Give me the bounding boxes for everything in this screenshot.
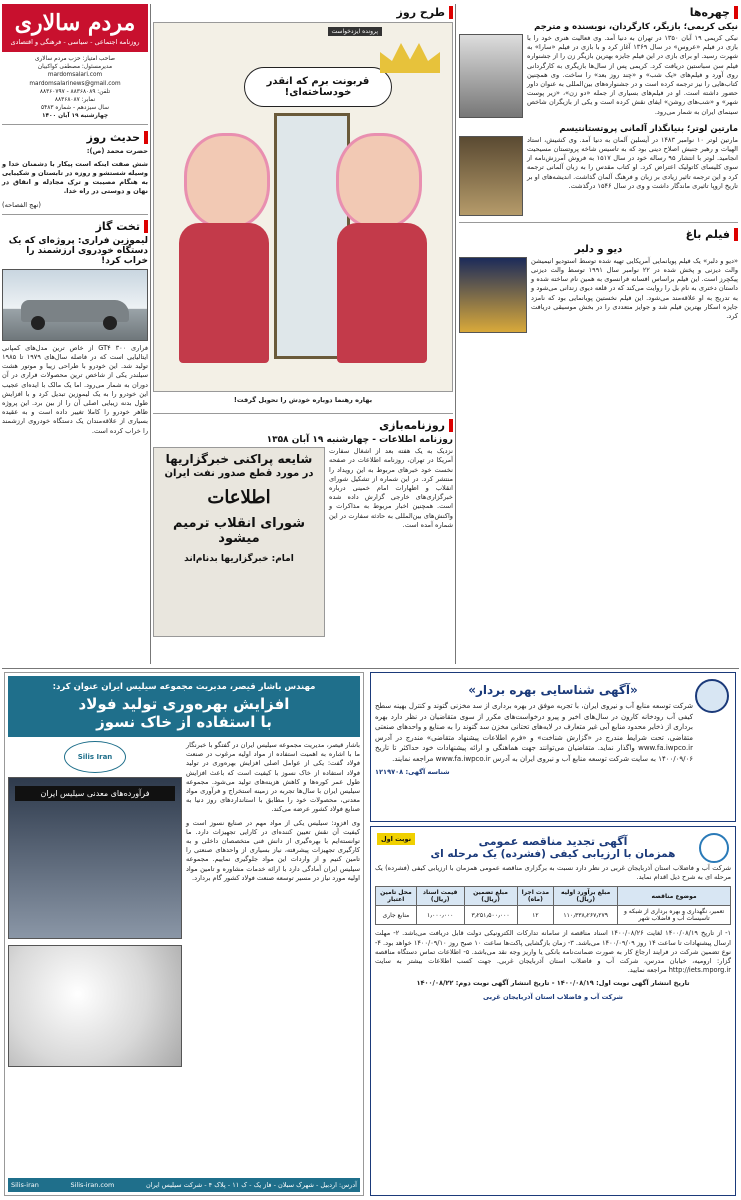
tender-ad (370, 826, 736, 1196)
steel-title1: افزایش بهره‌وری تولید فولاد (78, 695, 290, 713)
archive-body-row (153, 447, 453, 637)
crown-icon (380, 43, 440, 73)
table-header: محل تامین اعتبار (376, 887, 417, 906)
car-header: تخت گاز (2, 220, 148, 233)
car-section (2, 214, 148, 436)
column-divider (455, 4, 456, 664)
steel-content (8, 741, 360, 1067)
faces-person1-body: نیکی کریمی ۱۹ آبان ۱۳۵۰ در تهران به دنیا آمد. وی فعالیت هنری خود را با بازی در فیلم «عروس» در سال ۱۳۶۹ آغاز کرد و با بازی در فیلم «سارا» به شهرت رسید. او برای بازی در این فیلم جایزه بهترین بازیگر زن را از جشنواره فیلم سن سباستین دریافت کرد. کریمی پس از سال‌ها بازیگری به کارگردانی روی آورد و فیلم‌های «یک شب» و «چند روز بعد» را ساخت. وی همچنین کتاب‌هایی را نیز ترجمه کرده است و در جشنواره‌های بین‌المللی به عنوان داور حضور داشته است. او در فیلم‌های بسیاری از جمله «دو زن»، «زیر پوست شهر» و «شب‌های روشن» ایفای نقش کرده است و یکی از بازیگران شاخص سینمای ایران به شمار می‌رود. (527, 34, 739, 116)
expo-booth-photo (8, 777, 182, 939)
abfa-logo (699, 833, 729, 863)
masthead-info (2, 52, 148, 125)
hadith-section (2, 131, 148, 210)
steel-heading: مهندس باشار قیصر، مدیریت مجموعه سیلیس ایران عنوان کرد: (52, 682, 316, 692)
steel-media-col (8, 741, 182, 1067)
dress-icon (337, 223, 427, 363)
car-title: لیموزین فراری: پروژه‌ای که یک دستگاه خودروی ارزشمند را خراب کرد! (8, 235, 148, 266)
speech-bubble (244, 67, 392, 107)
table-header: مدت اجرا (ماه) (517, 887, 554, 906)
speech-text: قربونت برم که انقدر خودساخته‌ای! (266, 76, 370, 98)
faces-person2-title: مارتین لوتر؛ بنیانگذار آلمانی پروتستانتیسم (559, 123, 738, 134)
hadith-header: حدیث روز (2, 131, 148, 144)
wheel-icon (31, 316, 45, 330)
section-bar-icon (449, 419, 453, 432)
table-header: مبلغ تضمین (ریال) (464, 887, 517, 906)
water-ad-body: شرکت توسعه منابع آب و نیروی ایران، با تجربه موفق در بهره برداری از سد مخزنی گتوند و کنترل بهینه سطح کیفی آب رودخانه کارون در سال‌های اخیر و پیرو درخواست‌های مکرر از سوی متقاضیان در نظر دارد بهره برداری از ذخایر محدود منابع آبی غیر متعارف در لایه‌های تحتانی مخزن سد گتوند را به صنایع و واحدهای صنعتی متقاضی، تحت شرایط مندرج در «گزارش شناخت» و «فرم اطلاعات پیشنهاد متقاضی» مندرج در آدرس www.fa.iwpco.ir واگذار نماید. متقاضیان می‌توانند جهت هماهنگی و ارائه پیشنهادات خود حداکثر تا تاریخ ۱۴۰۰/۰۹/۰۶ به سایت شرکت توسعه منابع آب و نیروی ایران به آدرس www.fa.iwpco.ir مراجعه نمایند. (375, 702, 693, 763)
section-bar-icon (734, 6, 738, 19)
luther-portrait (459, 136, 523, 216)
steel-title2: با استفاده از خاک نسوز (96, 713, 272, 731)
tender-badge: نوبت اول (377, 833, 415, 845)
table-cell: تعمیر، نگهداری و بهره برداری از شبکه و تاسیسات آب و فاضلاب شهر (618, 906, 731, 925)
hadith-text: شش صفت اینکه است پیکار با دشمنان خدا و وسیله شستشو و روزه در تابستان و شکیبایی به هنگام مصیبت و ترک مجادله و انفاق در نهان و دوستی در راه خدا. (2, 159, 148, 196)
woman-figure-icon (184, 133, 270, 229)
archive-body: نزدیک به یک هفته بعد از اشغال سفارت آمریکا در تهران، روزنامه اطلاعات در صفحه نخست خود خبرهای مربوط به این رویداد را منتشر کرد. در این شماره از تشکیل شورای انقلاب و اظهارات امام خمینی درباره خبرگزاری‌های خارجی گزارش داده شده است. همچنین اخبار مربوط به مذاکرات و واکنش‌های بین‌المللی به حادثه سفارت در این شماره آمده است. (329, 447, 453, 529)
info-line[interactable]: mardomsalari.com (47, 72, 103, 79)
hadith-lead: حضرت محمد (ص): (86, 146, 148, 155)
cartoon (153, 22, 453, 392)
archive-title: روزنامه اطلاعات - چهارشنبه ۱۹ آبان ۱۳۵۸ (266, 435, 453, 446)
section-bar-icon (144, 220, 148, 233)
clip-headline: در مورد قطع صدور نفت ایران (164, 468, 314, 480)
karimi-portrait (459, 34, 523, 118)
steel-footer (8, 1178, 360, 1192)
section-bar-icon (144, 131, 148, 144)
faces-header: چهره‌ها (459, 6, 738, 19)
column-divider (150, 4, 151, 664)
tender-signature: شرکت آب و فاضلاب استان آذربایجان غربی (483, 992, 623, 1001)
faces-person1-title: نیکی کریمی؛ بازیگر، کارگردان، نویسنده و مترجم (534, 22, 738, 32)
film-poster (459, 257, 527, 333)
info-line: صاحب امتیاز: حزب مردم سالاری (34, 56, 116, 62)
info-line[interactable]: mardomsalarinews@gmail.com (29, 80, 121, 87)
steel-header (8, 676, 360, 737)
table-cell: ۳٫۲۵۱٫۵۰۰٫۰۰۰ (464, 906, 517, 925)
table-row (376, 906, 731, 925)
hadith-source: (نهج الفصاحه) (2, 200, 41, 209)
newspaper-subtitle: روزنامه اجتماعی - سیاسی - فرهنگی و اقتصادی (10, 38, 140, 46)
tender-dates: تاریخ انتشار آگهی نوبت اول: ۱۴۰۰/۰۸/۱۹ - تاریخ انتشار آگهی نوبت دوم: ۱۴۰۰/۰۸/۲۲ (416, 979, 690, 988)
tender-title2: همزمان با ارزیابی کیفی (فشرده) یک مرحله ای (430, 848, 676, 860)
steel-insta[interactable]: Silis-iran (11, 1181, 39, 1189)
tender-body: ۱- از تاریخ ۱۴۰۰/۰۸/۱۹ لغایت ۱۴۰۰/۰۸/۲۶ اسناد مناقصه از سامانه تدارکات الکترونیکی دولت قابل دریافت می‌باشد. ۲- مهلت ارسال پیشنهادات تا ساعت ۱۴ روز ۱۴۰۰/۰۹/۰۹ می‌باشد. ۳- زمان بازگشایی پاکت‌ها ساعت ۱۰ صبح روز ۱۴۰۰/۰۹/۱۰ خواهد بود. ۴- نوع تضمین شرکت در فرایند ارجاع کار به صورت ضمانت‌نامه بانکی یا واریز وجه نقد می‌باشد. ۵- اطلاعات تماس دستگاه مناقصه گزار: ارومیه، خیابان مدرس، شرکت آب و فاضلاب استان آذربایجان غربی. جهت کسب اطلاعات بیشتر به سایت http://iets.mporg.ir مراجعه نمایید. (375, 929, 732, 975)
info-line: چهارشنبه ۱۹ آبان ۱۴۰۰ (41, 113, 109, 120)
steel-body1: باشار قیصر، مدیریت مجموعه سیلیس ایران در گفتگو با خبرنگار ما با اشاره به اهمیت استفاده از مواد اولیه مرغوب در صنعت فولاد گفت: یکی از عوامل اصلی افزایش بهره‌وری در تولید فولاد استفاده از خاک نسوز با کیفیت است که باعث افزایش طول عمر کوره‌ها و کاهش هزینه‌های تولید می‌شود. مجموعه سیلیس ایران با سال‌ها تجربه در زمینه استخراج و فرآوری مواد معدنی، محصولات خود را مطابق با استانداردهای روز دنیا به صنایع فولاد کشور عرضه می‌کند. (186, 741, 360, 814)
middle-column (153, 4, 453, 637)
info-line: نمابر: ۸۸۳۶۸۰۸۷ (54, 97, 96, 104)
horizontal-divider (2, 668, 739, 669)
film-title: دیو و دلبر (574, 243, 623, 255)
film-body: «دیو و دلبر» یک فیلم پویانمایی آمریکایی تهیه شده توسط استودیو انیمیشن والت دیزنی و پخش شده در ۲۲ نوامبر سال ۱۹۹۱ توسط والت دیزنی پیکچرز است. این فیلم براساس افسانه فرانسوی به همین نام ساخته شده و داستان دختری به نام بل را روایت می‌کند که در قلعه دیوی زندانی می‌شود و به تدریج به او علاقه‌مند می‌شود. این فیلم نخستین پویانمایی بود که نامزد جایزه اسکار بهترین فیلم شد و جوایز متعددی را در بخش موسیقی دریافت کرد. (531, 256, 738, 321)
clip-headline: امام: خبرگزاریها بدنام‌اند (184, 554, 294, 565)
tender-table (375, 886, 731, 925)
info-line: سال سیزدهم - شماره ۵۴۸۳ (41, 105, 109, 112)
table-header: موضوع مناقصه (618, 887, 731, 906)
table-header: قیمت اسناد (ریال) (416, 887, 464, 906)
archive-clipping (153, 447, 325, 637)
table-cell: منابع جاری (376, 906, 417, 925)
table-header-row (376, 887, 731, 906)
iwpco-logo (695, 679, 729, 713)
film-header: فیلم باغ (459, 228, 738, 241)
clip-headline: شورای انقلاب ترمیم میشود (173, 516, 305, 547)
water-ad-title: «آگهی شناسایی بهره بردار» (468, 683, 638, 697)
cartoon-caption: بهاره رهنما دوباره خودش را تحویل گرفت! (233, 396, 373, 404)
water-ad (370, 672, 736, 822)
right-column (459, 4, 738, 335)
archive-section (153, 413, 453, 637)
table-cell: ۱۱۰٫۳۳۸٫۲۶۷٫۲۷۹ (554, 906, 618, 925)
left-column (2, 4, 148, 440)
mineral-rocks-photo (8, 945, 182, 1067)
info-line: تلفن: ۸۸۳۶۸۰۸۹ - ۸۸۳۶۰۷۹۷ (39, 88, 111, 95)
archive-header: روزنامه‌بازی (153, 419, 453, 432)
table-cell: ۱۲ (517, 906, 554, 925)
steel-site[interactable]: Silis-iran.com (70, 1181, 115, 1189)
section-bar-icon (734, 228, 738, 241)
film-section (459, 222, 738, 321)
table-cell: ۱٫۰۰۰٫۰۰۰ (416, 906, 464, 925)
steel-advertorial (4, 672, 364, 1196)
car-photo (2, 269, 148, 341)
steel-body2: وی افزود: سیلیس یکی از مواد مهم در صنایع نسوز است و کیفیت آن نقش تعیین کننده‌ای در کارایی تجهیزات دارد. ما توانسته‌ایم با بهره‌گیری از دانش فنی متخصصان داخلی و به کارگیری تجهیزات پیشرفته، نیاز بسیاری از واحدهای صنعتی را تامین کنیم و از واردات این مواد جلوگیری نماییم. مجموعه سیلیس ایران آمادگی دارد با ارائه خدمات مشاوره و تامین مواد اولیه مورد نیاز در مسیر توسعه صنعت فولاد کشور گام بردارد. (186, 818, 360, 882)
masthead (2, 4, 148, 52)
tender-intro: شرکت آب و فاضلاب استان آذربایجان غربی در نظر دارد نسبت به برگزاری مناقصه عمومی همزمان با ارزیابی کیفی (فشرده) یک مرحله ای به شرح ذیل اقدام نماید. (375, 864, 731, 882)
steel-text-col (186, 741, 360, 1067)
cartoon-tag: پرونده ایزدخواست (328, 27, 382, 36)
woman-figure-icon (336, 133, 422, 229)
wheel-icon (103, 316, 117, 330)
booth-banner: فرآورده‌های معدنی سیلیس ایران (15, 786, 175, 801)
clip-headline: شایعه پراکنی خبرگزاریها (165, 452, 313, 467)
faces-person2-body: مارتین لوتر ۱۰ نوامبر ۱۴۸۳ در آیسلبن آلمان به دنیا آمد. وی کشیش، استاد الهیات و رهبر جنبش اصلاح دینی بود که به تاسیس شاخه پروتستان مسیحیت انجامید. لوتر با انتشار ۹۵ رساله خود در سال ۱۵۱۷ به فروش آمرزش‌نامه از سوی کلیسای کاتولیک اعتراض کرد. او کتاب مقدس را به زبان آلمانی ترجمه کرد و این ترجمه تاثیر زیادی بر زبان و فرهنگ آلمان گذاشت. اندیشه‌های او بر تاریخ اروپا تاثیری ماندگار داشت و وی در سال ۱۵۴۶ درگذشت. (527, 135, 738, 190)
info-line: مدیرمسئول: مصطفی کواکبیان (37, 64, 113, 71)
car-body: فراری ۳۰۰ GT۴ از خاص ترین مدل‌های کمپانی ایتالیایی است که در فاصله سال‌های ۱۹۷۹ تا ۱۹۸۵ تولید شد. این خودرو با طراحی زیبا و موتور هشت سیلندر یکی از شاخص ترین محصولات فراری در آن دوران به شمار می‌رود. اما یک مالک با ایده‌ای عجیب این خودرو را به یک لیموزین تبدیل کرد و با افزایش طول بدنه زیبایی اصلی آن را از بین برد. این پروژه ظاهر خودرو را کاملا تغییر داده است و به عقیده بسیاری از علاقه‌مندان یک دستگاه خودروی ارزشمند را خراب کرده است. (2, 343, 148, 435)
section-bar-icon (449, 6, 453, 19)
water-ad-code: شناسه آگهی: ۱۲۱۹۷۰۸ (375, 768, 450, 776)
cartoon-header: طرح روز (153, 6, 453, 19)
newspaper-logo: مردم سالاری (14, 10, 136, 36)
dress-icon (179, 223, 269, 363)
tender-title1: آگهی تجدید مناقصه عمومی (478, 835, 628, 848)
clip-masthead: اطلاعات (207, 487, 271, 509)
steel-address: آدرس: اردبیل - شهرک سبلان - فاز یک - ک ۱۱ - پلاک ۴ - شرکت سیلیس ایران (145, 1181, 357, 1189)
table-header: مبلغ برآورد اولیه (ریال) (554, 887, 618, 906)
silis-logo: Silis Iran (64, 741, 126, 773)
